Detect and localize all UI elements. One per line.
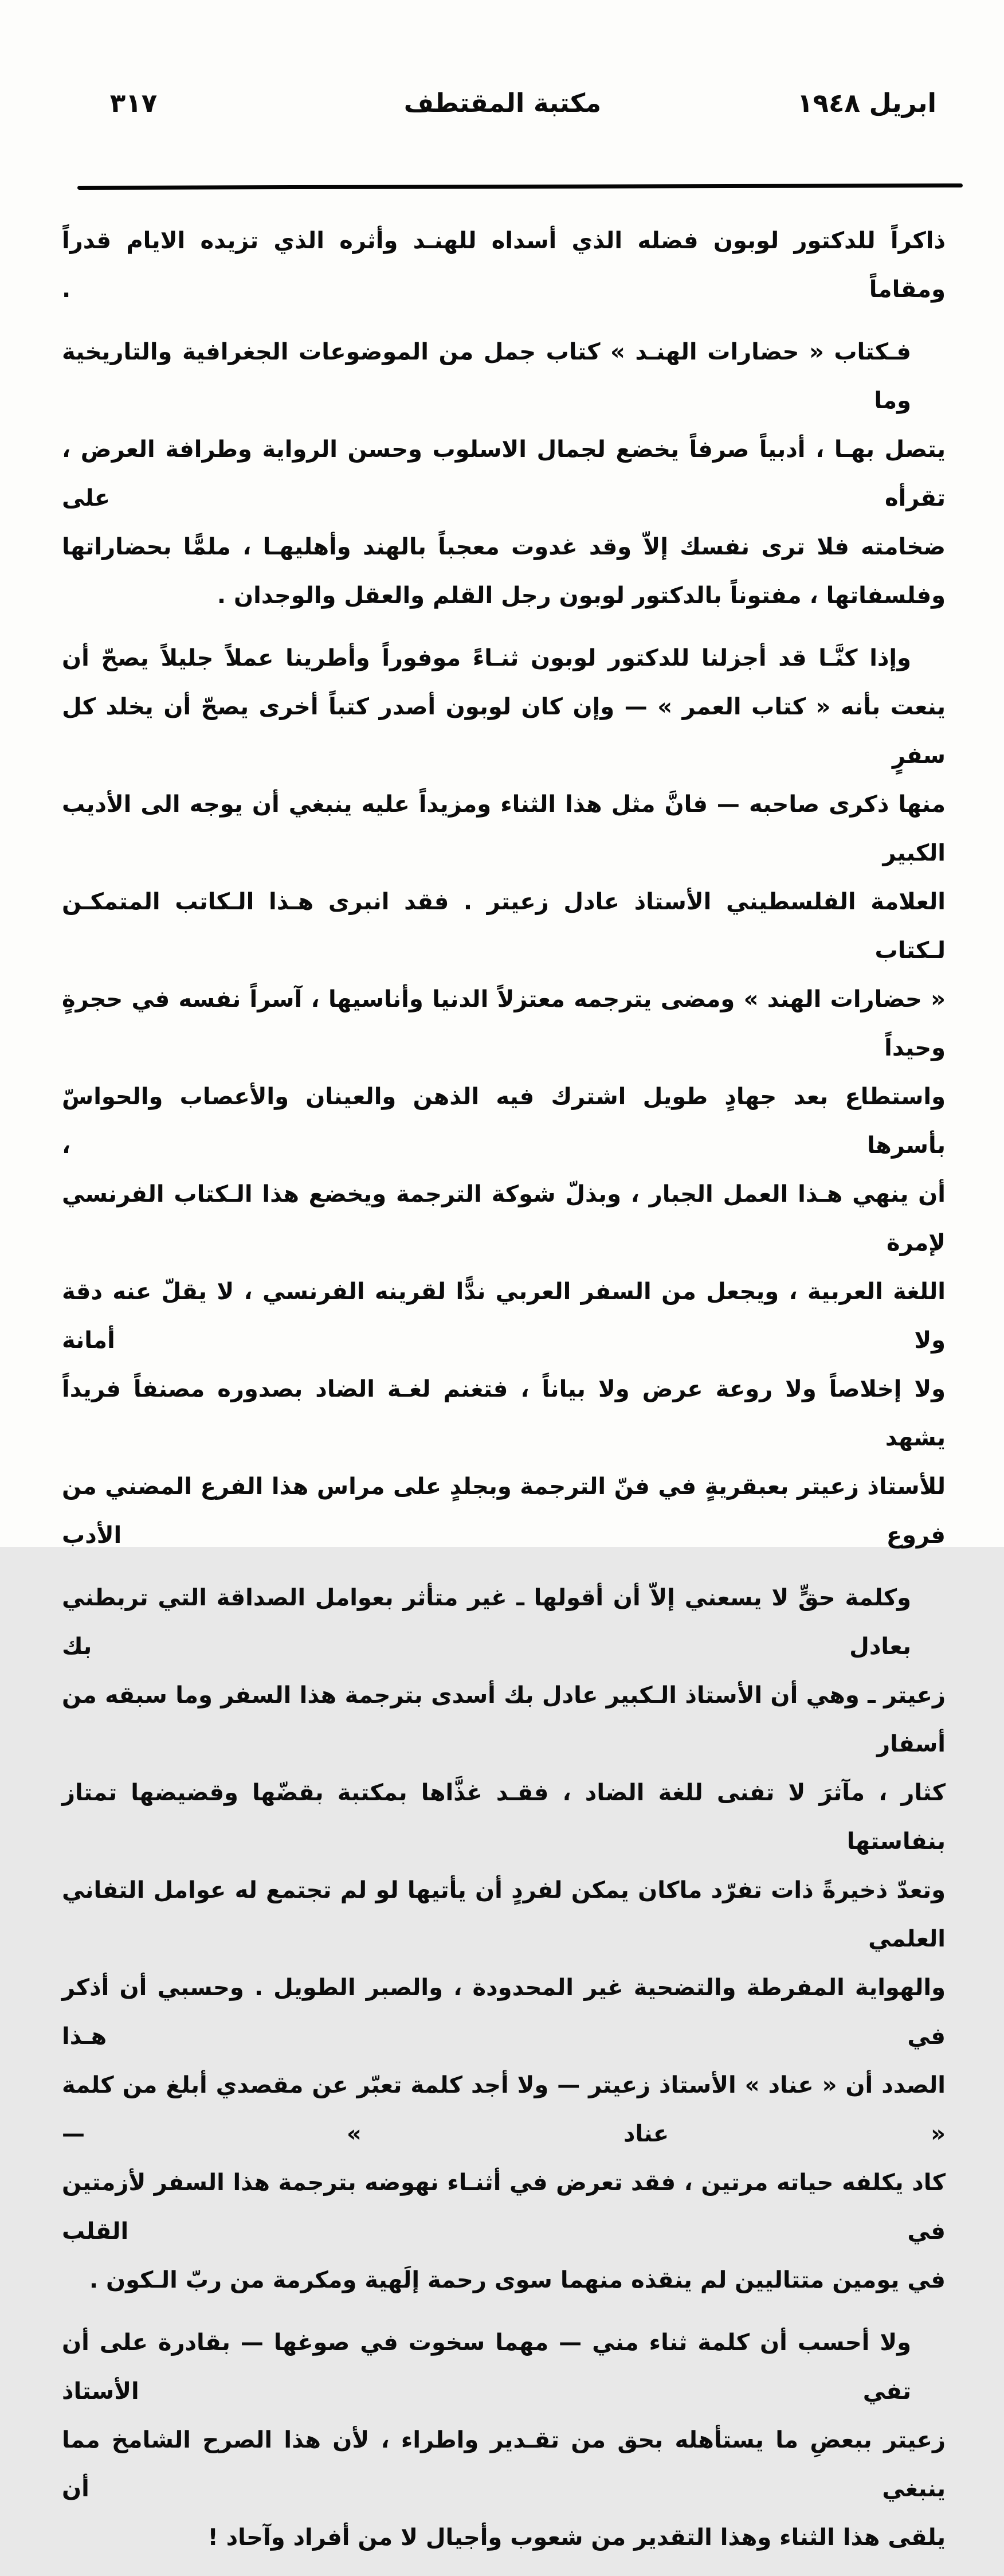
text-line: اللغة العربية ، ويجعل من السفر العربي ندًّا لقرينه الفرنسي ، لا يقلّ عنه دقة ولا أمانة bbox=[62, 1279, 946, 1354]
text-line: في يومين متتاليين لم ينقذه منهما سوى رحمة إلَهية ومكرمة من ربّ الـكون . bbox=[89, 2267, 946, 2293]
page-header bbox=[0, 86, 1004, 120]
text-line: يتصل بهـا ، أدبياً صرفاً يخضع لجمال الاسلوب وحسن الرواية وطرافة العرض ، تقرأه على bbox=[62, 436, 946, 511]
text-line: فـكتاب « حضارات الهنـد » كتاب جمل من الموضوعات الجغرافية والتاريخية وما bbox=[62, 339, 911, 414]
text-line: ولا إخلاصاً ولا روعة عرض ولا بياناً ، فتغنم لغـة الضاد بصدوره مصنفاً فريداً يشهد bbox=[62, 1376, 946, 1451]
text-line: وفلسفاتها ، مفتوناً بالدكتور لوبون رجل القلم والعقل والوجدان . bbox=[217, 583, 946, 609]
text-line: « حضارات الهند » ومضى يترجمه معتزلاً الدنيا وأناسيها ، آسراً نفسه في حجرةٍ وحيداً bbox=[62, 986, 946, 1061]
header-divider-rule bbox=[77, 183, 963, 190]
journal-title: مكتبة المقتطف bbox=[403, 88, 602, 118]
text-line: الصدد أن « عناد » الأستاذ زعيتر — ولا أجد كلمة تعبّر عن مقصدي أبلغ من كلمة « عناد » — bbox=[62, 2072, 946, 2147]
text-line: واستطاع بعد جهادٍ طويل اشترك فيه الذهن والعينان والأعصاب والحواسّ بأسرها ، bbox=[62, 1084, 946, 1159]
text-line: العلامة الفلسطيني الأستاذ عادل زعيتر . فقد انبرى هـذا الـكاتب المتمكـن لـكتاب bbox=[62, 889, 946, 964]
page-number: ٣١٧ bbox=[109, 88, 158, 118]
text-line: زعيتر ببعضِ ما يستأهله بحق من تقـدير واطراء ، لأن هذا الصرح الشامخ مما ينبغي أن bbox=[62, 2427, 946, 2502]
text-line: ضخامته فلا ترى نفسك إلاّ وقد غدوت معجباً بالهند وأهليهـا ، ملمًّا بحضاراتها bbox=[62, 534, 946, 560]
text-line: وكلمة حقٍّ لا يسعني إلاّ أن أقولها ـ غير متأثر بعوامل الصداقة التي تربطني بعادل بك bbox=[62, 1585, 911, 1660]
issue-date: ابريل ١٩٤٨ bbox=[797, 88, 936, 118]
paragraph bbox=[62, 217, 946, 314]
text-line: والهواية المفرطة والتضحية غير المحدودة ، والصبر الطويل . وحسبي أن أذكر في هـذا bbox=[62, 1975, 946, 2050]
text-line: كثار ، مآثرَ لا تفنى للغة الضاد ، فقـد غذَّاها بمكتبة بقضّها وقضيضها تمتاز بنفاستها bbox=[62, 1780, 946, 1855]
text-line: وتعدّ ذخيرةً ذات تفرّد ماكان يمكن لفردٍ أن يأتيها لو لم تجتمع له عوامل التفاني العلمي bbox=[62, 1877, 946, 1952]
text-line: كاد يكلفه حياته مرتين ، فقد تعرض في أثنـاء نهوضه بترجمة هذا السفر لأزمتين في القلب bbox=[62, 2170, 946, 2245]
paragraph bbox=[62, 1574, 946, 2305]
paragraph bbox=[62, 2319, 946, 2562]
text-line: ينعت بأنه « كتاب العمر » — وإن كان لوبون أصدر كتباً أخرى يصحّ أن يخلد كل سفرٍ bbox=[62, 694, 946, 769]
article-body bbox=[62, 217, 946, 2576]
paragraph bbox=[62, 328, 946, 620]
text-line: ولا أحسب أن كلمة ثناء مني — مهما سخوت في صوغها — بقادرة على أن تفي الأستاذ bbox=[62, 2329, 911, 2405]
text-line: زعيتر ـ وهي أن الأستاذ الـكبير عادل بك أسدى بترجمة هذا السفر وما سبقه من أسفار bbox=[62, 1682, 946, 1757]
text-line: للأستاذ زعيتر بعبقريةٍ في فنّ الترجمة وبجلدٍ على مراس هذا الفرع المضني من فروع الأدب bbox=[62, 1473, 946, 1549]
text-line: منها ذكرى صاحبه — فانَّ مثل هذا الثناء ومزيداً عليه ينبغي أن يوجه الى الأديب الكبير bbox=[62, 791, 946, 866]
page-number-cell bbox=[1, 86, 335, 120]
text-line: يلقى هذا الثناء وهذا التقدير من شعوب وأجيال لا من أفراد وآحاد ! bbox=[207, 2524, 946, 2551]
paragraph bbox=[62, 634, 946, 1560]
text-line: ذاكراً للدكتور لوبون فضله الذي أسداه للهنـد وأثره الذي تزيده الايام قدراً ومقاماً . bbox=[62, 228, 946, 303]
text-line: وإذا كنَّـا قد أجزلنا للدكتور لوبون ثنـاءً موفوراً وأطرينا عملاً جليلاً يصحّ أن bbox=[62, 645, 911, 671]
text-line: أن ينهي هـذا العمل الجبار ، وبذلّ شوكة الترجمة ويخضع هذا الـكتاب الفرنسي لإمرة bbox=[62, 1181, 946, 1256]
